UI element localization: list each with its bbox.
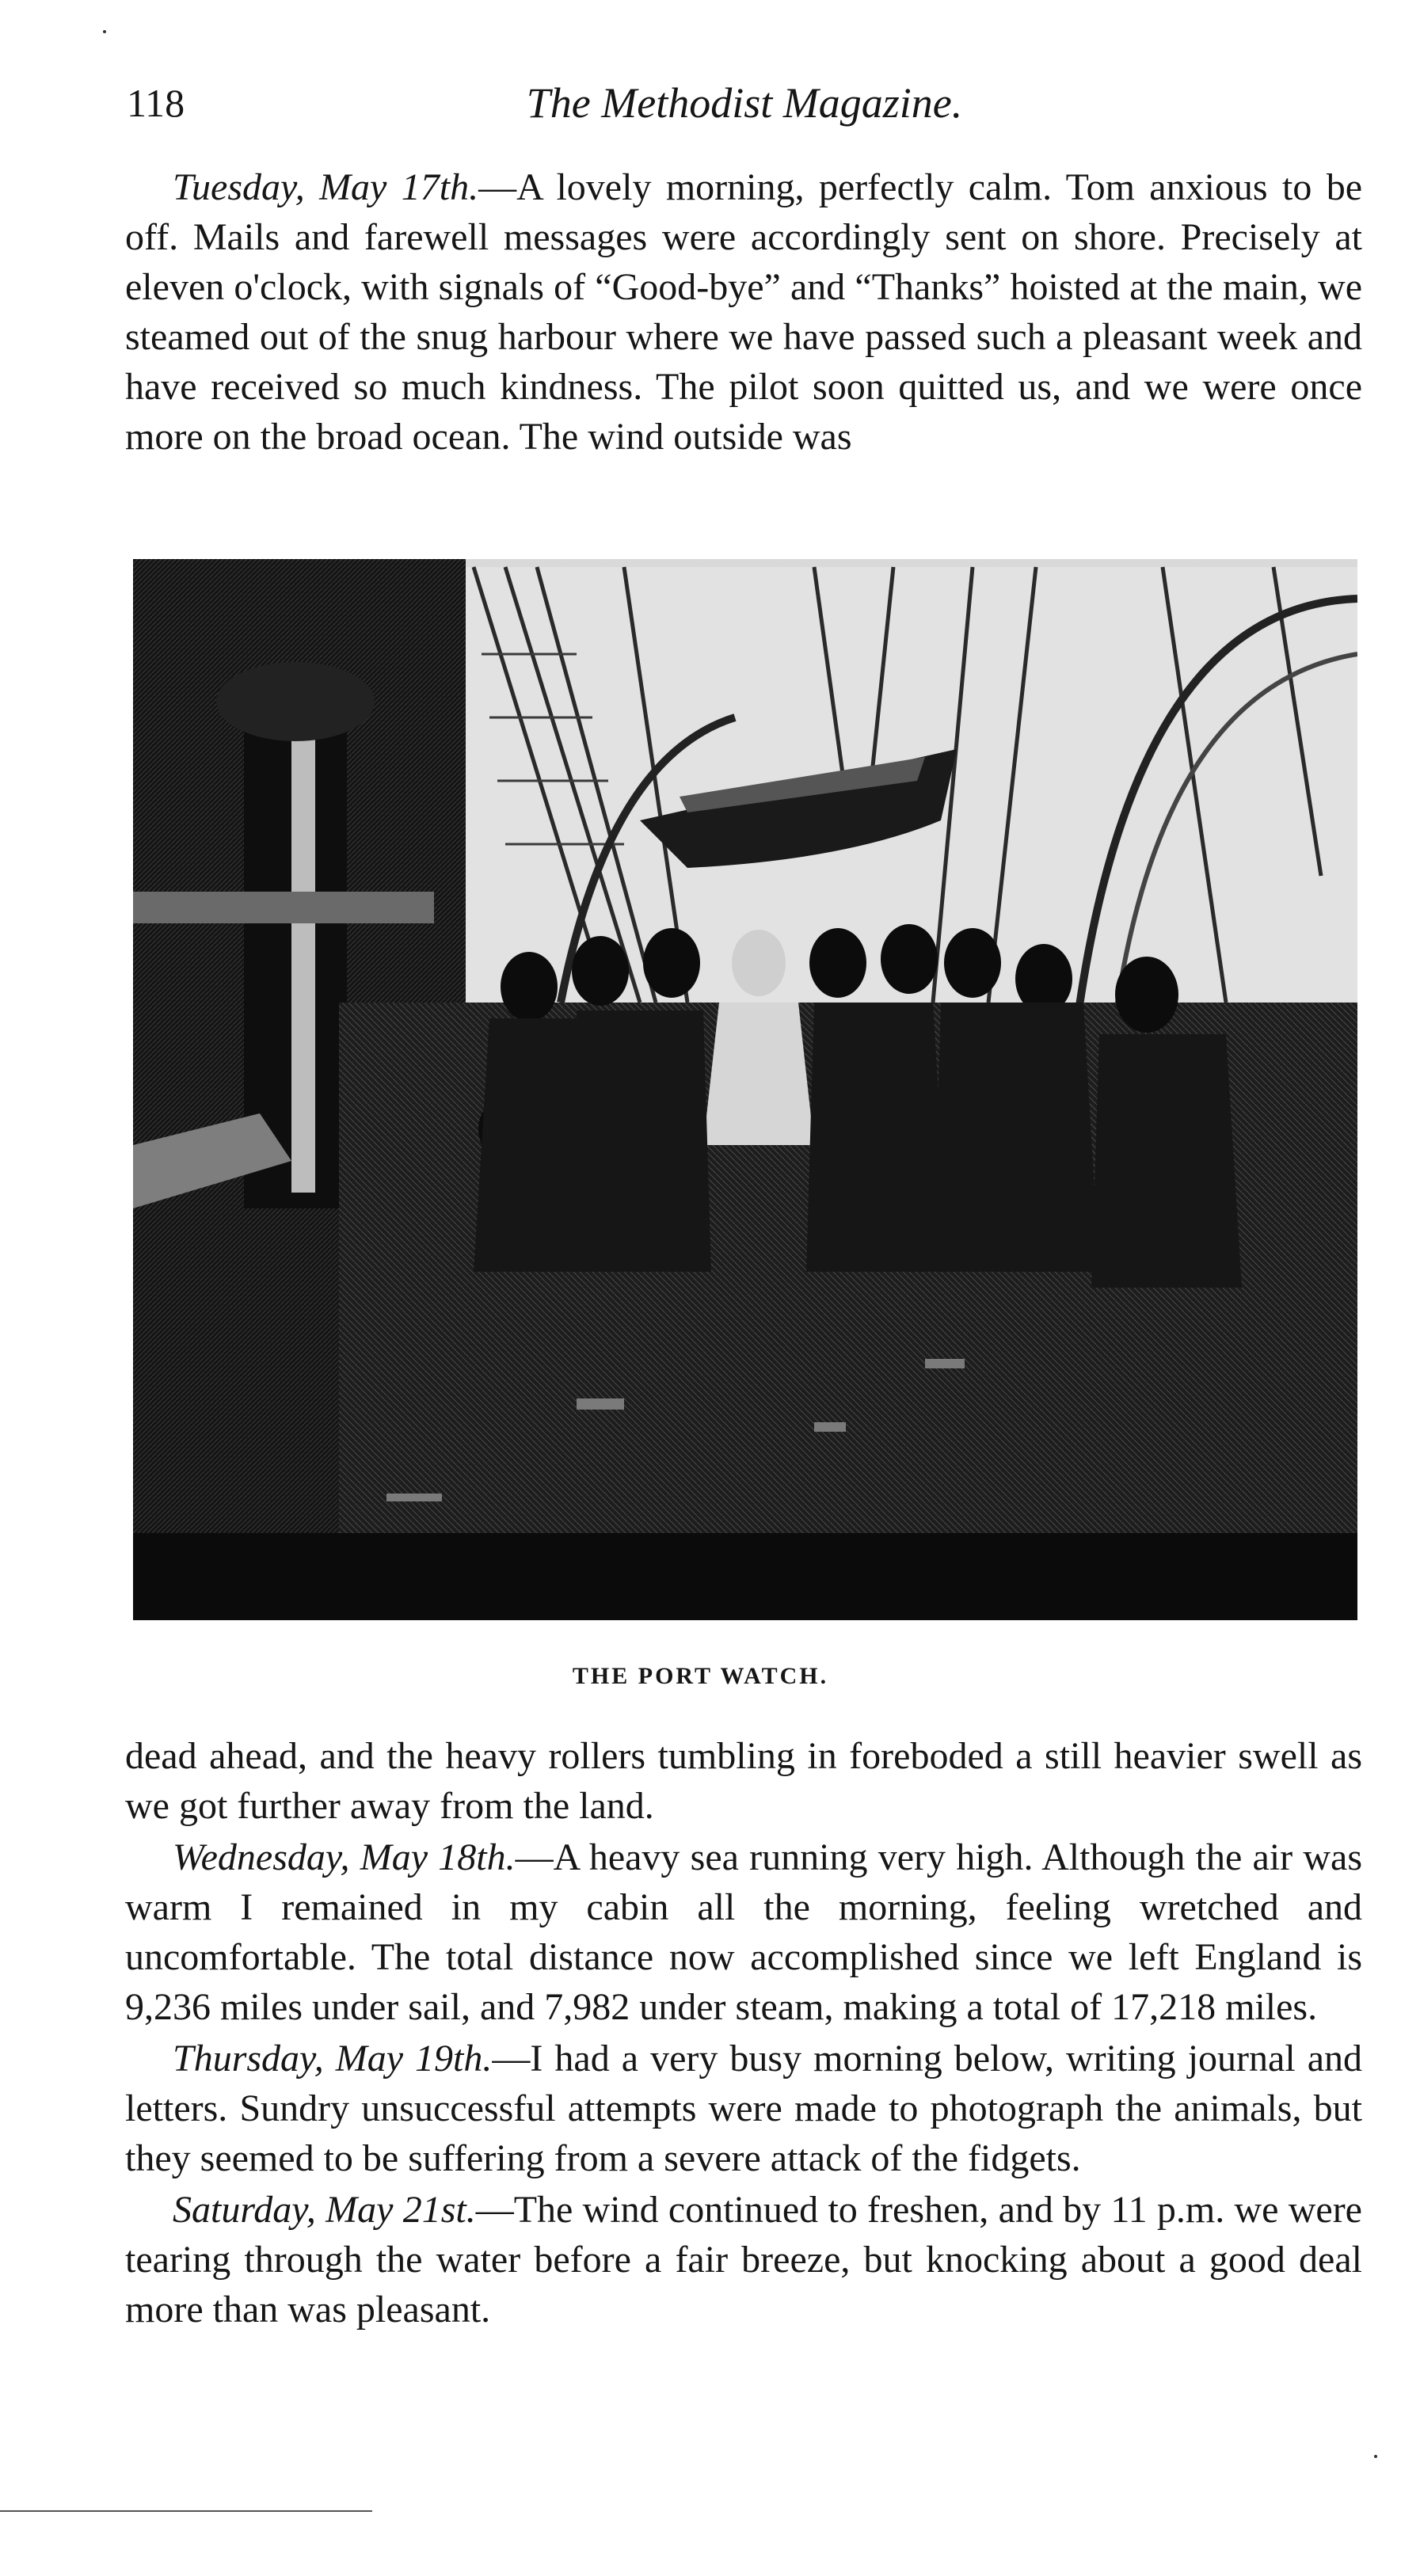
paragraph-wednesday xyxy=(125,1832,1362,2032)
entry-text: —A heavy sea running very high. Although the air was warm I remained in my cabin all the morning, feeling wretched and uncomfortable. The total distance now accomplished since we left England is 9,236 miles under sail, and 7,982 under steam, making a total of 17,218 miles. xyxy=(125,1836,1362,2028)
entry-date: Wednesday, May 18th. xyxy=(173,1836,516,1878)
paragraph-tuesday xyxy=(125,162,1362,462)
text-block-top xyxy=(125,162,1362,462)
text-block-bottom xyxy=(125,1731,1362,2334)
entry-text: dead ahead, and the heavy rollers tumbling in foreboded a still heavier swell as we got further away from the land. xyxy=(125,1735,1362,1827)
entry-text: —I had a very busy morning below, writing journal and letters. Sundry unsuccessful attempts were made to photograph the animals, but they seemed to be suffering from a severe attack of the fidgets. xyxy=(125,2038,1363,2179)
print-speck xyxy=(103,30,106,33)
figure-port-watch xyxy=(133,559,1357,1620)
print-speck xyxy=(1374,2455,1377,2458)
engraving-illustration xyxy=(133,559,1357,1620)
paragraph-saturday xyxy=(125,2185,1362,2334)
running-title: The Methodist Magazine. xyxy=(526,79,963,127)
entry-text: —The wind continued to freshen, and by 11 p.m. we were tearing through the water before a fair breeze, but knocking about a good deal more than was pleasant. xyxy=(125,2189,1362,2331)
paragraph-thursday xyxy=(125,2034,1362,2183)
figure-caption: THE PORT WATCH. xyxy=(572,1663,829,1689)
paragraph-continuation xyxy=(125,1731,1362,1831)
entry-text: —A lovely morning, perfectly calm. Tom anxious to be off. Mails and farewell messages were accordingly sent on shore. Precisely at eleven o'clock, with signals of “Good-bye” and “Thanks” hoisted at the main, we steamed out of the snug harbour where we have passed such a pleasant week and have received so much kindness. The pilot soon quitted us, and we were once more on the broad ocean. The wind outside was xyxy=(125,166,1362,458)
footer-rule xyxy=(0,2510,372,2512)
entry-date: Saturday, May 21st. xyxy=(173,2189,476,2231)
entry-date: Tuesday, May 17th. xyxy=(173,166,479,208)
entry-date: Thursday, May 19th. xyxy=(173,2038,493,2079)
page-number: 118 xyxy=(127,81,185,125)
page-header xyxy=(127,71,1362,135)
